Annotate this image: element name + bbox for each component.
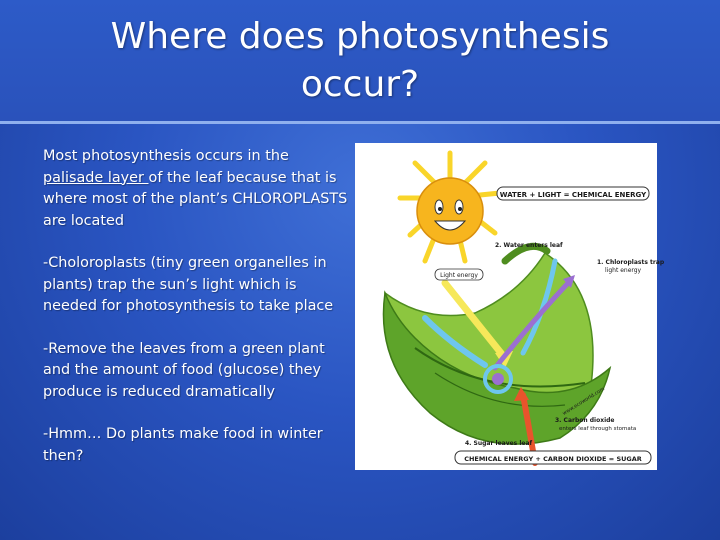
paragraph-chloroplasts: -Choloroplasts (tiny green organelles in plants) trap the sun’s light which is needed for photosynthesis to take place [43, 255, 334, 314]
p1-start: Most photosynthesis occurs in the [43, 148, 289, 164]
label-sugar: 4. Sugar leaves leaf [465, 440, 533, 447]
paragraph-remove-leaves: -Remove the leaves from a green plant and the amount of food (glucose) they produce is reduced dramatically [43, 340, 325, 400]
diagram-svg [355, 143, 665, 470]
slide-title [80, 13, 640, 109]
equation-bottom: CHEMICAL ENERGY + CARBON DIOXIDE = SUGAR [464, 455, 642, 463]
sun-icon [417, 178, 483, 244]
label-watermark: www.ecoworld.com [561, 386, 606, 417]
photosynthesis-diagram [355, 143, 665, 470]
label-co2-2: enters leaf through stomata [559, 426, 637, 432]
label-chloroplasts-2: light energy [605, 267, 642, 274]
paragraph-palisade [43, 146, 348, 232]
label-water: 2. Water enters leaf [495, 242, 563, 249]
equation-top: WATER + LIGHT = CHEMICAL ENERGY [499, 191, 647, 199]
p1-end: of the leaf because that is where most of the plant’s CHLOROPLASTS are located [43, 169, 348, 229]
label-light: Light energy [440, 272, 478, 279]
p1-underlined: palisade layer [43, 169, 149, 186]
label-chloroplasts-1: 1. Chloroplasts trap [597, 259, 665, 266]
body-text [43, 146, 348, 488]
paragraph-winter: -Hmm… Do plants make food in winter then? [43, 426, 323, 464]
label-co2-1: 3. Carbon dioxide [555, 417, 615, 424]
title-line-1: Where does photosynthesis [110, 15, 610, 57]
title-line-2: occur? [300, 63, 420, 105]
title-band [0, 0, 720, 124]
